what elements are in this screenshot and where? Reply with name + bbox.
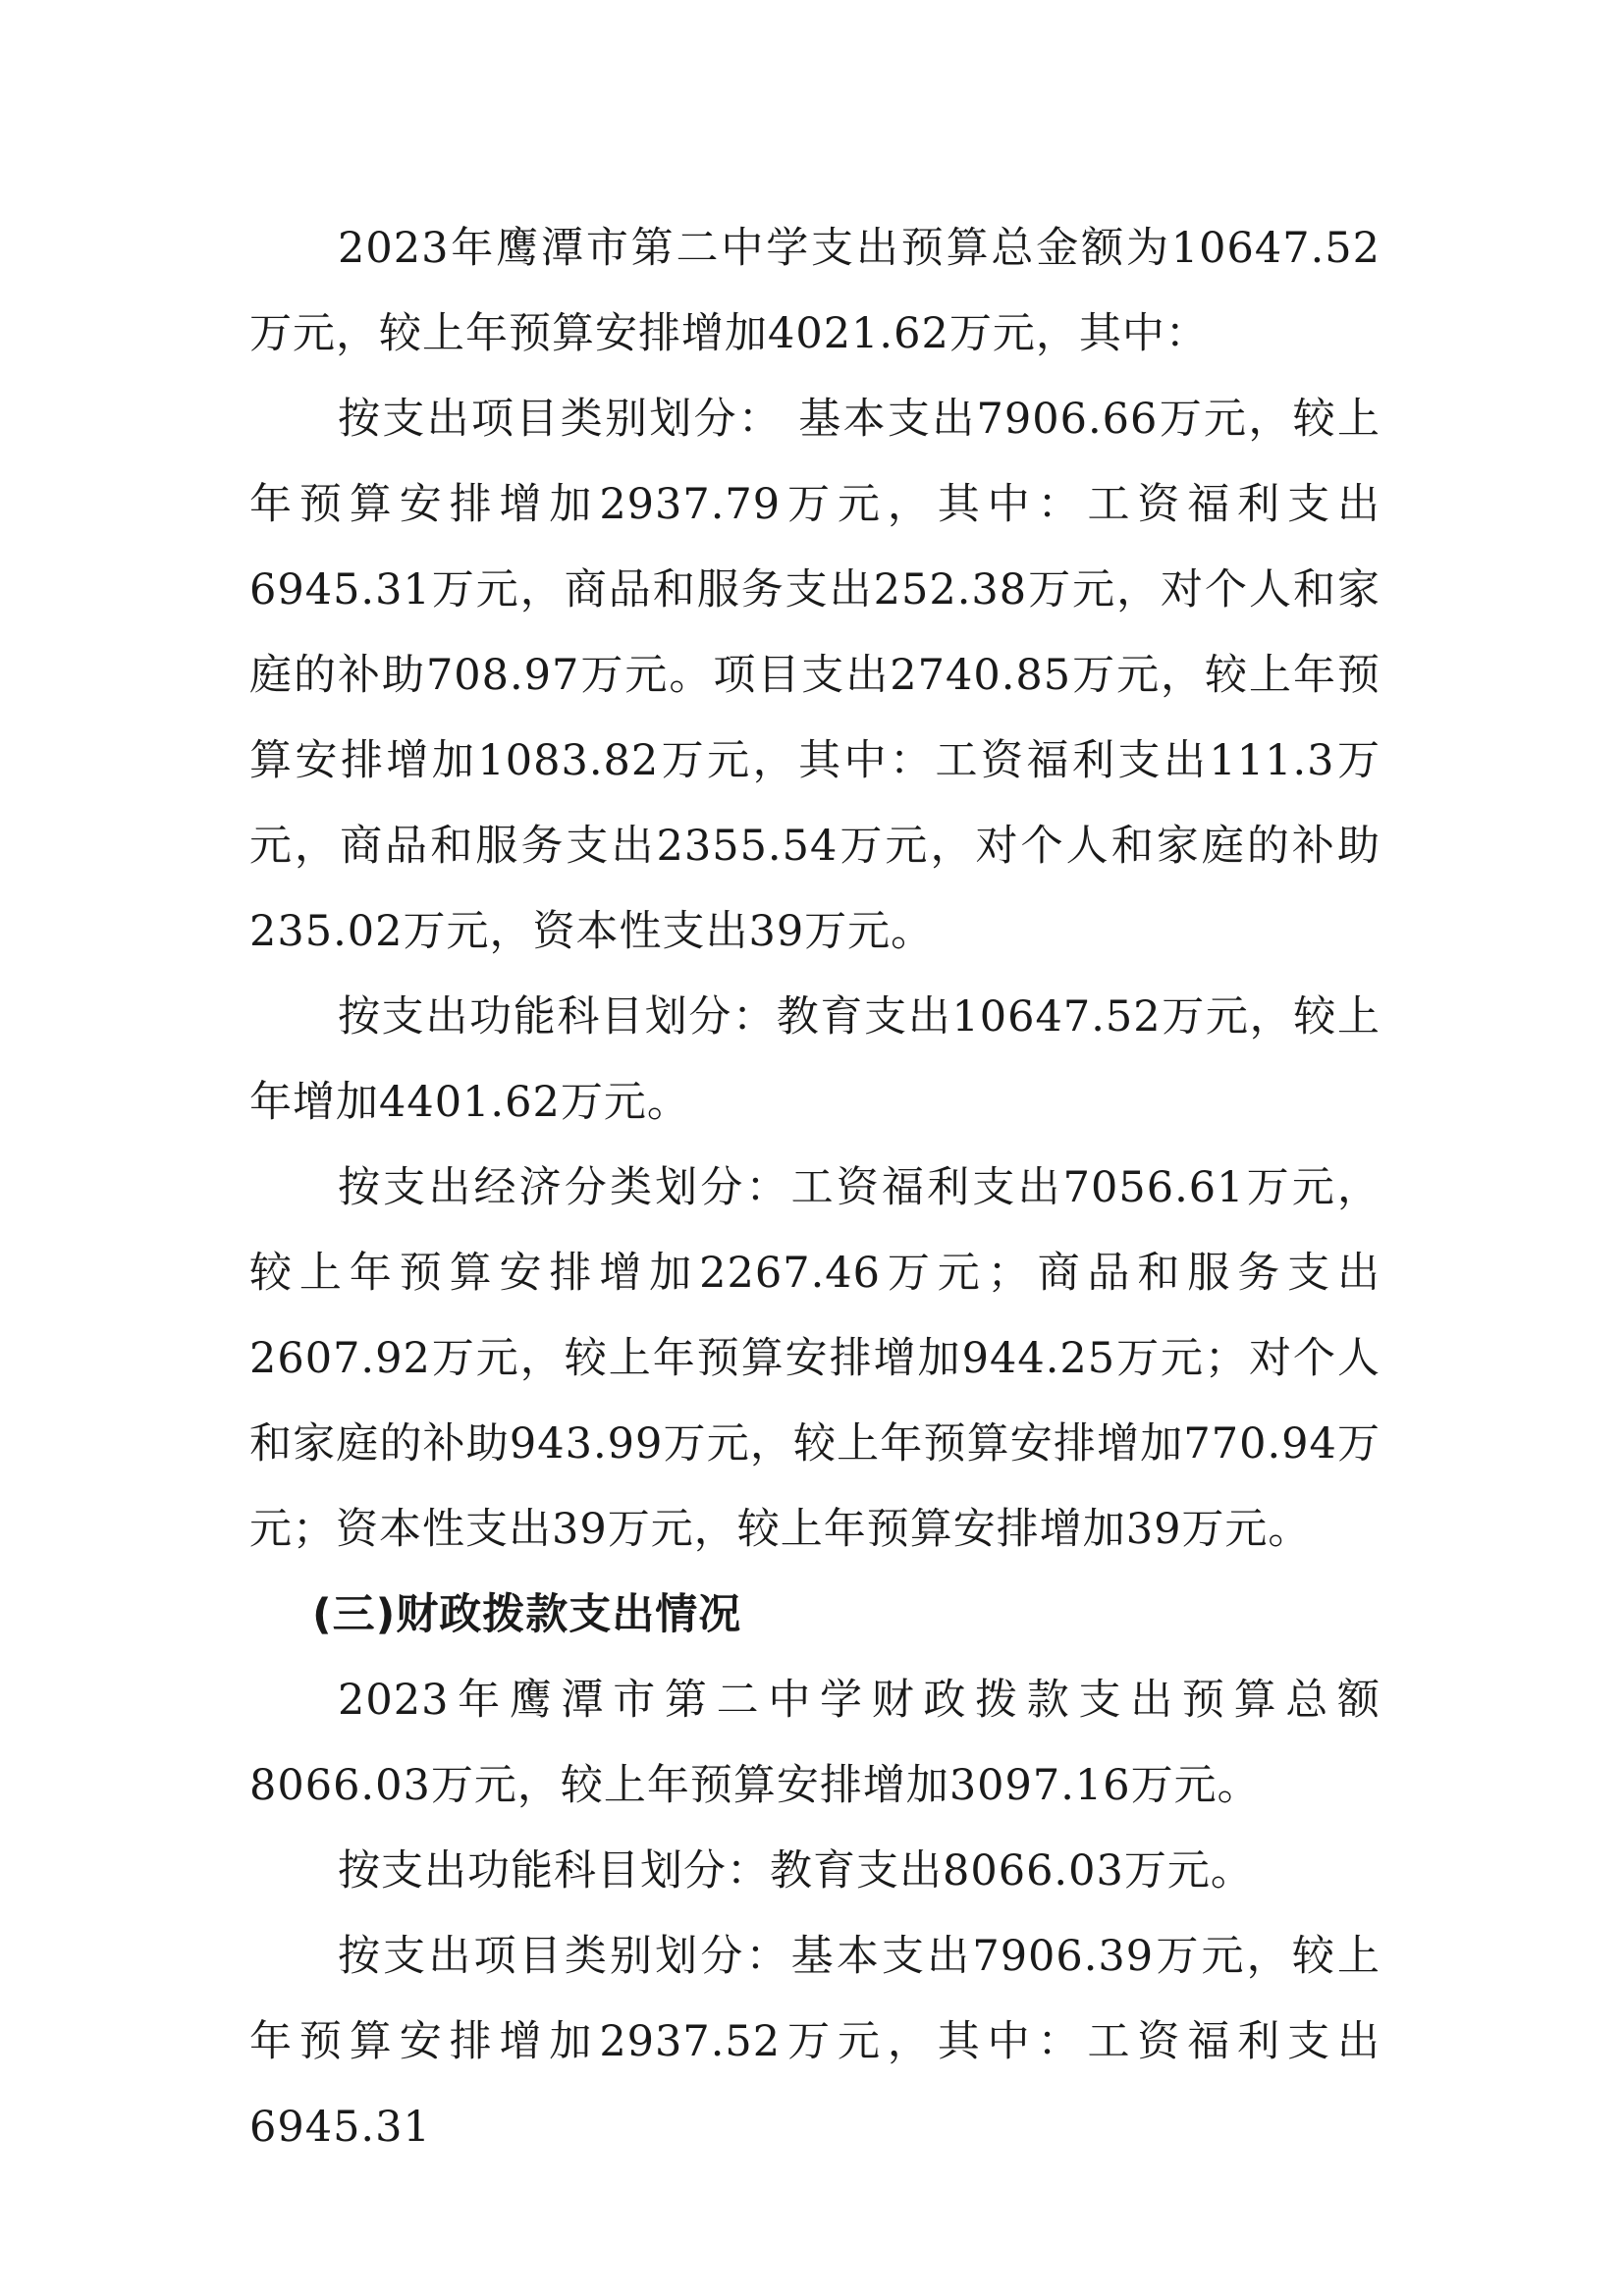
paragraph-fiscal-by-function: 按支出功能科目划分：教育支出8066.03万元。 (338, 1846, 1254, 1896)
paragraph-fiscal-total: 2023年鹰潭市第二中学财政拨款支出预算总额8066.03万元，较上年预算安排增加3097.16万元。 (249, 1676, 1380, 1810)
paragraph-by-project-category: 按支出项目类别划分： 基本支出7906.66万元，较上年预算安排增加2937.79万元，其中：工资福利支出6945.31万元，商品和服务支出252.38万元，对个人和家庭的补助708.97万元。项目支出2740.85万元，较上年预算安排增加1083.82万元，其中：工资福利支出111.3万元，商品和服务支出2355.54万元，对个人和家庭的补助235.02万元，资本性支出39万元。 (249, 395, 1380, 956)
document-page (249, 206, 1380, 2170)
section-heading-fiscal-appropriation: (三)财政拨款支出情况 (312, 1590, 742, 1639)
paragraph-total-expenditure: 2023年鹰潭市第二中学支出预算总金额为10647.52万元，较上年预算安排增加4021.62万元，其中： (249, 224, 1380, 358)
paragraph-by-function: 按支出功能科目划分：教育支出10647.52万元，较上年增加4401.62万元。 (249, 992, 1380, 1127)
paragraph-fiscal-by-project-category: 按支出项目类别划分：基本支出7906.39万元，较上年预算安排增加2937.52万元，其中：工资福利支出6945.31 (249, 1932, 1380, 2152)
paragraph-by-economic-class: 按支出经济分类划分：工资福利支出7056.61万元，较上年预算安排增加2267.46万元；商品和服务支出2607.92万元，较上年预算安排增加944.25万元；对个人和家庭的补助943.99万元，较上年预算安排增加770.94万元；资本性支出39万元，较上年预算安排增加39万元。 (249, 1163, 1380, 1554)
